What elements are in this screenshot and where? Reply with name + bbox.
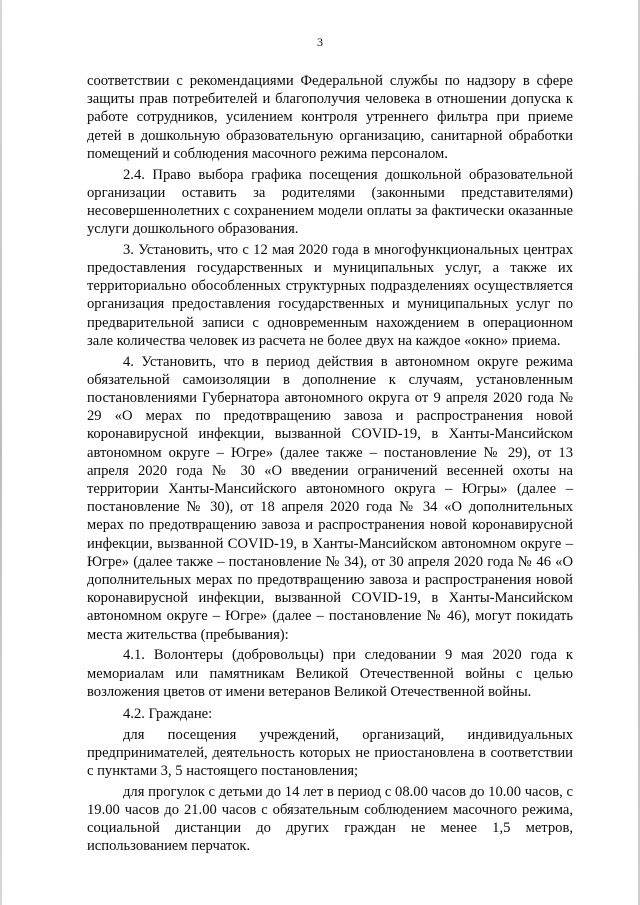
paragraph-4-2: 4.2. Граждане: xyxy=(123,705,213,722)
paragraph-4-1: 4.1. Волонтеры (добровольцы) при следовании 9 мая 2020 года к мемориалам или памятникам Великой Отечественной войны с целью возложения цветов от имени ветеранов Великой Отечественной войны. xyxy=(87,647,573,700)
paragraph-4-2-item-1: для посещения учреждений, организаций, индивидуальных предпринимателей, деятельность которых не приостановлена в соответствии с пунктами 3, 5 настоящего постановления; xyxy=(87,726,573,780)
scan-edge-left xyxy=(0,0,2,905)
paragraph-4: 4. Установить, что в период действия в автономном округе режима обязательной самоизоляции в дополнение к случаям, установленным постановлениями Губернатора автономного округа от 9 апреля 2020 года № 29 «О мерах по предотвращению завоза и распространения новой коронавирусной инфекции, вызванной COVID-19, в Ханты-Мансийском автономном округе – Югре» (далее также – постановление № 29), от 13 апреля 2020 года № 30 «О введении ограничений весенней охоты на территории Ханты-Мансийского автономного округа – Югры» (далее – постановление № 30), от 18 апреля 2020 года № 34 «О дополнительных мерах по предотвращению завоза и распространения новой коронавирусной инфекции, вызванной COVID-19, в Ханты-Мансийском автономном округе – Югре» (далее также – постановление № 34), от 30 апреля 2020 года № 46 «О дополнительных мерах по предотвращению завоза и распространения новой коронавирусной инфекции, вызванной COVID-19, в Ханты-Мансийском автономном округе – Югре» (далее – постановление № 46), могут покидать места жительства (пребывания): xyxy=(87,353,573,643)
paragraph-continuation: соответствии с рекомендациями Федеральной службы по надзору в сфере защиты прав потребителей и благополучия человека в отношении допуска к работе сотрудников, усилением контроля утреннего фильтра при приеме детей в дошкольную образовательную организацию, санитарной обработки помещений и соблюдения масочного режима персоналом. xyxy=(87,73,573,162)
paragraph-4-2-item-2: для прогулок с детьми до 14 лет в период с 08.00 часов до 10.00 часов, с 19.00 часов до 21.00 часов с обязательным соблюдением масочного режима, социальной дистанции до других граждан не менее 1,5 метров, использованием перчаток. xyxy=(87,783,573,855)
page-number: 3 xyxy=(317,35,323,49)
document-body xyxy=(87,72,573,858)
paragraph-2-4: 2.4. Право выбора графика посещения дошкольной образовательной организации оставить за родителями (законными представителями) несовершеннолетних с сохранением модели оплаты за фактически оказанные услуги дошкольного образования. xyxy=(87,166,573,238)
paragraph-3: 3. Установить, что с 12 мая 2020 года в многофункциональных центрах предоставления государственных и муниципальных услуг, а также их территориально обособленных структурных подразделениях осуществляется организация предоставления государственных и муниципальных услуг по предварительной записи с одновременным нахождением в операционном зале количества человек из расчета не более двух на каждое «окно» приема. xyxy=(87,241,573,349)
